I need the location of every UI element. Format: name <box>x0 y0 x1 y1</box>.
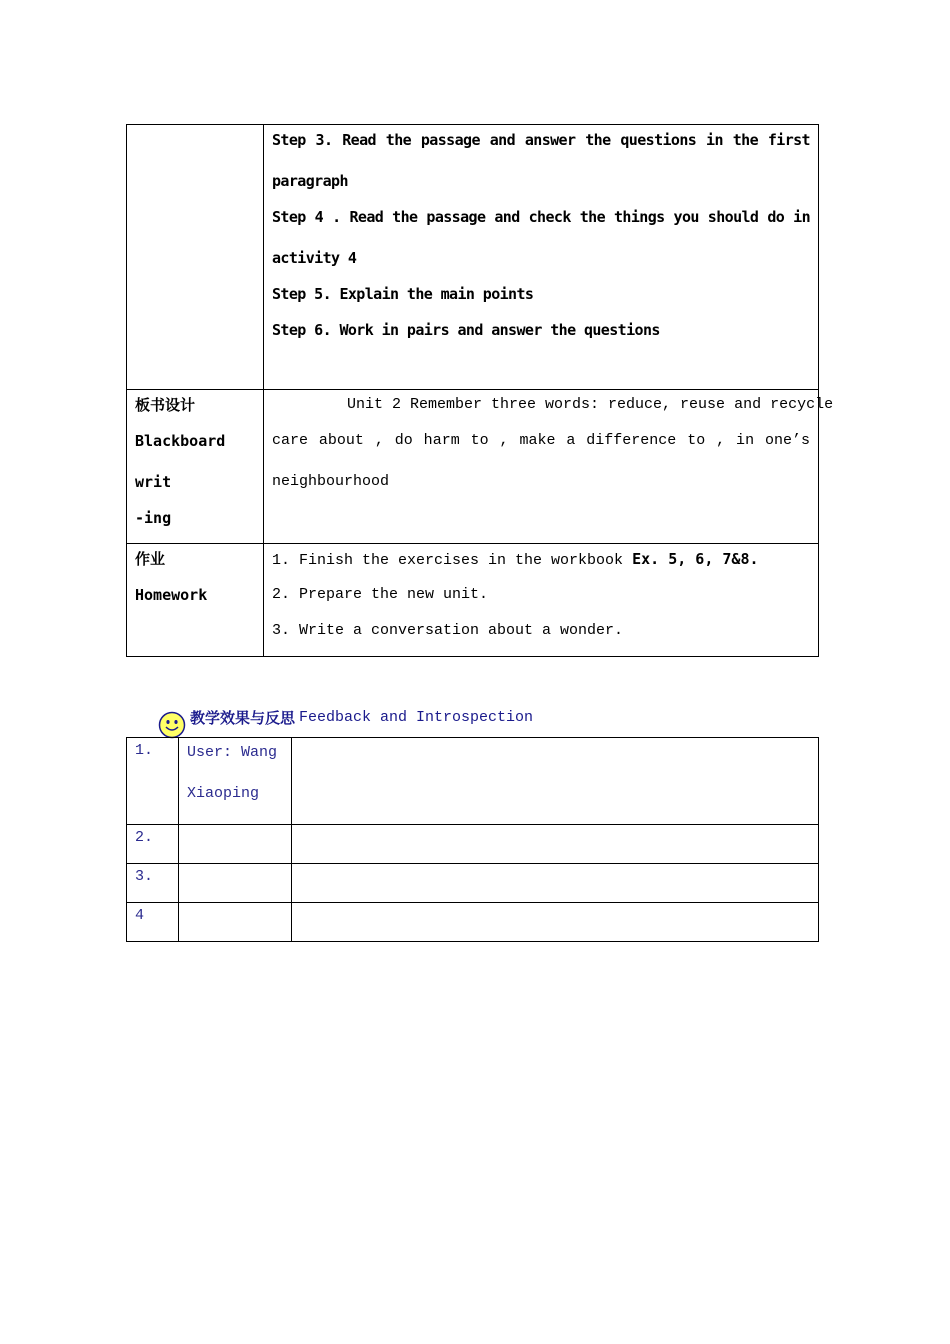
homework-item-1-text: 1. Finish the exercises in the workbook <box>272 552 624 569</box>
feedback-content-cell <box>292 903 819 942</box>
feedback-user-cell <box>179 903 292 942</box>
feedback-row <box>127 738 819 825</box>
blackboard-line3: neighbourhood <box>272 473 390 490</box>
homework-label-cell <box>127 544 264 657</box>
feedback-user-cell <box>179 864 292 903</box>
feedback-title-cn: 教学效果与反思 <box>190 708 296 727</box>
feedback-user-line2: Xiaoping <box>187 785 260 802</box>
homework-content-cell <box>264 544 819 657</box>
feedback-content-cell <box>292 864 819 903</box>
feedback-row-number: 2. <box>127 825 179 864</box>
feedback-row-number: 4 <box>127 903 179 942</box>
feedback-user-line1: User: Wang <box>187 744 278 761</box>
blackboard-label-cn: 板书设计 <box>135 396 196 414</box>
step-3-line1: Step 3. Read the passage and answer the questions in the first <box>272 131 810 149</box>
feedback-content-cell <box>292 825 819 864</box>
homework-item-1-exercises: Ex. 5, 6, 7&8. <box>623 550 759 568</box>
homework-label-en: Homework <box>135 586 208 604</box>
feedback-user-cell <box>179 738 292 825</box>
blackboard-line1: Unit 2 Remember three words: reduce, reuse and recycle <box>347 396 834 413</box>
blackboard-label-en2: writ <box>135 473 172 491</box>
feedback-user-cell <box>179 825 292 864</box>
feedback-heading <box>158 702 533 732</box>
blackboard-line2: care about , do harm to , make a difference to , in one’s <box>272 432 810 449</box>
blackboard-label-en1: Blackboard <box>135 432 226 450</box>
blackboard-content-cell <box>264 390 834 544</box>
blackboard-label-en3: -ing <box>135 509 172 527</box>
feedback-row <box>127 825 819 864</box>
feedback-content-cell <box>292 738 819 825</box>
homework-label-cn: 作业 <box>135 550 166 568</box>
step-4-line2: activity 4 <box>272 249 357 267</box>
feedback-row-number: 1. <box>127 738 179 825</box>
feedback-row-number: 3. <box>127 864 179 903</box>
empty-label-cell <box>127 125 264 390</box>
homework-item-2: 2. Prepare the new unit. <box>272 586 489 603</box>
feedback-title-en: Feedback and Introspection <box>299 708 534 726</box>
homework-item-3: 3. Write a conversation about a wonder. <box>272 622 624 639</box>
homework-item-1 <box>272 548 810 584</box>
smiley-icon <box>158 711 186 739</box>
step-6: Step 6. Work in pairs and answer the questions <box>272 321 660 339</box>
lesson-plan-table <box>126 124 834 657</box>
feedback-row <box>127 903 819 942</box>
feedback-row <box>127 864 819 903</box>
step-3-line2: paragraph <box>272 172 348 190</box>
steps-cell <box>264 125 819 390</box>
blackboard-label-cell <box>127 390 264 544</box>
feedback-table <box>126 737 819 942</box>
step-5: Step 5. Explain the main points <box>272 285 534 303</box>
step-4-line1: Step 4 . Read the passage and check the things you should do in <box>272 208 810 226</box>
